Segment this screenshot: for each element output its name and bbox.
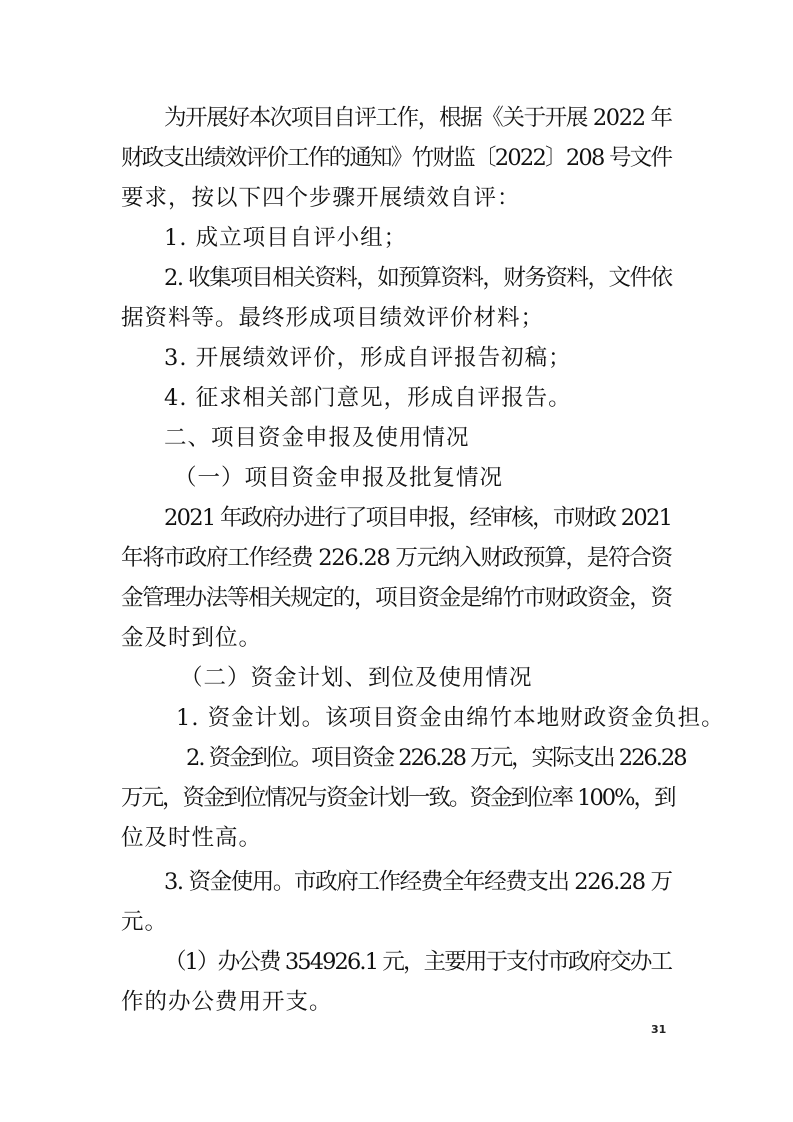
- paragraph-line: 元。: [121, 909, 169, 935]
- list-item: （1）办公费 354926.1 元，主要用于支付市政府交办工: [164, 949, 672, 975]
- paragraph-line: 作的办公费用开支。: [121, 989, 333, 1015]
- subsection-heading: （一）项目资金申报及批复情况: [174, 465, 504, 491]
- list-item: 2. 收集项目相关资料，如预算资料，财务资料，文件依: [164, 265, 672, 291]
- paragraph-line: 金及时到位。: [121, 625, 263, 651]
- list-item: 4. 征求相关部门意见，形成自评报告。: [164, 385, 572, 411]
- list-item: 1. 成立项目自评小组；: [164, 225, 408, 251]
- paragraph-line: 年将市政府工作经费 226.28 万元纳入财政预算，是符合资: [121, 545, 672, 571]
- paragraph-line: 要求，按以下四个步骤开展绩效自评：: [121, 185, 521, 211]
- paragraph-line: 财政支出绩效评价工作的通知》竹财监〔2022〕208 号文件: [121, 145, 672, 171]
- list-item: 3. 资金使用。市政府工作经费全年经费支出 226.28 万: [164, 869, 672, 895]
- paragraph-line: 金管理办法等相关规定的，项目资金是绵竹市财政资金，资: [121, 585, 672, 611]
- paragraph-line: 据资料等。最终形成项目绩效评价材料；: [121, 305, 545, 331]
- list-item: 3. 开展绩效评价，形成自评报告初稿；: [164, 345, 572, 371]
- section-heading: 二、项目资金申报及使用情况: [164, 425, 470, 451]
- paragraph-line: 2021 年政府办进行了项目申报，经审核，市财政 2021: [164, 505, 672, 531]
- list-item: 2. 资金到位。项目资金 226.28 万元，实际支出 226.28: [186, 745, 686, 771]
- paragraph-line: 万元，资金到位情况与资金计划一致。资金到位率 100%，到: [121, 785, 675, 811]
- list-item: 1. 资金计划。该项目资金由绵竹本地财政资金负担。: [176, 705, 725, 731]
- subsection-heading: （二）资金计划、到位及使用情况: [180, 665, 533, 691]
- page-number: 31: [651, 1023, 667, 1036]
- paragraph-line: 位及时性高。: [121, 825, 263, 851]
- paragraph-line: 为开展好本次项目自评工作，根据《关于开展 2022 年: [164, 105, 672, 131]
